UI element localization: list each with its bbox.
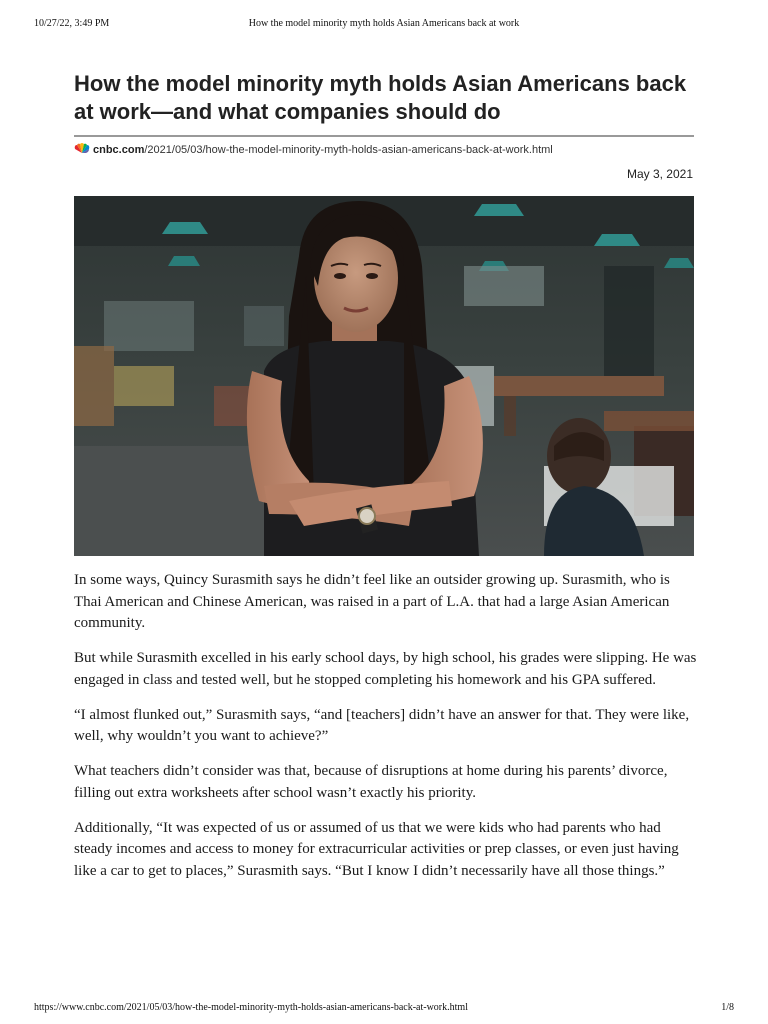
hero-photo bbox=[74, 196, 694, 556]
body-paragraph: “I almost flunked out,” Surasmith says, “and [teachers] didn’t have an answer for that. They were like, well, why wouldn’t you want to achieve?” bbox=[74, 706, 690, 744]
article-headline: How the model minority myth holds Asian Americans back at work—and what companies should do bbox=[74, 71, 687, 124]
page-number: 1/8 bbox=[721, 1002, 734, 1013]
source-link[interactable] bbox=[74, 143, 553, 157]
article-body bbox=[74, 570, 698, 896]
body-paragraph: Additionally, “It was expected of us or assumed of us that we were kids who had parents who had steady incomes and access to money for extracurricular activities or prep classes, or even just having like a car to get to places,” Surasmith says. “But I know I didn’t necessarily have all those things.” bbox=[74, 819, 679, 879]
source-path: /2021/05/03/how-the-model-minority-myth-holds-asian-americans-back-at-work.html bbox=[144, 144, 553, 156]
body-paragraph: What teachers didn’t consider was that, because of disruptions at home during his parents’ divorce, filling out extra worksheets after school wasn’t exactly his priority. bbox=[74, 763, 668, 801]
body-paragraph: In some ways, Quincy Surasmith says he didn’t feel like an outsider growing up. Surasmith, who is Thai American and Chinese American, was raised in a part of L.A. that had a large Asian American community. bbox=[74, 572, 670, 631]
print-timestamp: 10/27/22, 3:49 PM bbox=[34, 18, 110, 29]
nbc-peacock-icon bbox=[74, 143, 90, 157]
print-document-title: How the model minority myth holds Asian Americans back at work bbox=[248, 18, 520, 29]
print-footer-url[interactable]: https://www.cnbc.com/2021/05/03/how-the-model-minority-myth-holds-asian-americans-back-at-work.html bbox=[34, 1002, 468, 1013]
body-paragraph: But while Surasmith excelled in his early school days, by high school, his grades were slipping. He was engaged in class and tested well, but he stopped completing his homework and his GPA suffered. bbox=[74, 650, 697, 688]
source-domain: cnbc.com bbox=[93, 144, 145, 156]
publish-date: May 3, 2021 bbox=[626, 167, 693, 181]
headline-divider bbox=[74, 135, 694, 137]
